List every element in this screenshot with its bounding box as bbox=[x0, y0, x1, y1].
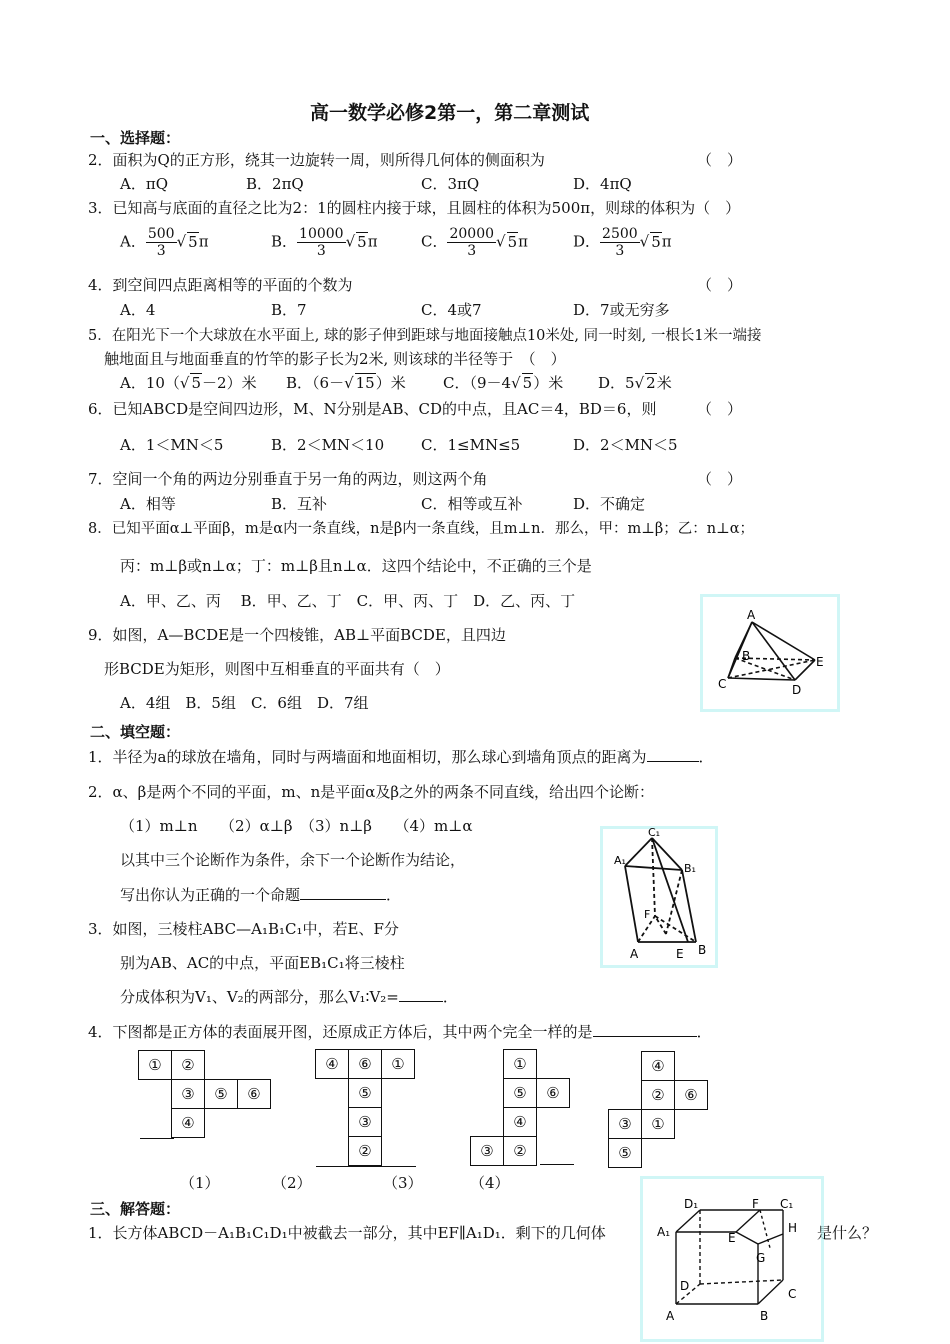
net-1-baseline bbox=[140, 1138, 174, 1139]
cube-net-3 bbox=[470, 1049, 570, 1166]
q6-option-c: C．1≤MN≤5 bbox=[421, 436, 521, 454]
net-cell: ③ bbox=[349, 1108, 382, 1137]
label-A: A bbox=[747, 608, 756, 622]
q6-option-b: B．2＜MN＜10 bbox=[271, 436, 385, 454]
net-cell: ② bbox=[642, 1081, 675, 1110]
q5-option-c: C．（9－4√ 5）米 bbox=[443, 374, 564, 392]
q3-option-a: A． $\frac{500}{3}$ √ 5π bbox=[120, 226, 209, 259]
prism-figure bbox=[600, 826, 720, 966]
label-B: B bbox=[698, 943, 707, 957]
question-3-stem: 3．已知高与底面的直径之比为2：1的圆柱内接于球，且圆柱的体积为500π，则球的体积为（ ） bbox=[88, 199, 741, 217]
net-cell: ① bbox=[382, 1050, 415, 1079]
q5-option-d: D．5√ 2米 bbox=[598, 374, 672, 392]
q3-option-b: B． $\frac{10000}{3}$ √ 5π bbox=[271, 226, 378, 259]
q2-option-d: D．4πQ bbox=[573, 175, 632, 193]
fill-2-line2: （1）m⊥n （2）α⊥β （3）n⊥β （4）m⊥α bbox=[120, 817, 473, 835]
label-D: D bbox=[792, 683, 802, 697]
net-cell: ⑤ bbox=[349, 1079, 382, 1108]
net-cell: ③ bbox=[172, 1080, 205, 1109]
question-7-stem: 7．空间一个角的两边分别垂直于另一角的两边，则这两个角 bbox=[88, 470, 488, 488]
section-heading-solve: 三、解答题： bbox=[90, 1200, 181, 1218]
q2-option-c: C．3πQ bbox=[421, 175, 480, 193]
net-cell: ⑥ bbox=[537, 1079, 570, 1108]
label-A1: A₁ bbox=[614, 854, 626, 867]
q7-option-b: B．互补 bbox=[271, 495, 328, 513]
pyramid-figure bbox=[700, 600, 840, 710]
label-D: D bbox=[680, 1279, 690, 1293]
question-8-line1: 8．已知平面α⊥平面β，m是α内一条直线，n是β内一条直线，且m⊥n．那么，甲：m⊥β；乙：n⊥α； bbox=[88, 521, 755, 537]
question-2-paren: （ ） bbox=[697, 151, 743, 169]
question-2-stem: 2．面积为Q的正方形，绕其一边旋转一周，则所得几何体的侧面积为 bbox=[88, 151, 545, 169]
question-5-line1: 5．在阳光下一个大球放在水平面上, 球的影子伸到距球与地面接触点10米处, 同一时刻, 一根长1米一端接 bbox=[88, 328, 762, 344]
fill-1: 1．半径为a的球放在墙角，同时与两墙面和地面相切，那么球心到墙角顶点的距离为 ． bbox=[88, 748, 714, 766]
cuboid-figure bbox=[648, 1196, 813, 1341]
net-cell: ⑤ bbox=[205, 1080, 238, 1109]
net-cell: ② bbox=[349, 1137, 382, 1166]
net-cell: ③ bbox=[609, 1110, 642, 1139]
fill-4: 4．下图都是正方体的表面展开图，还原成正方体后，其中两个完全一样的是 ． bbox=[88, 1023, 712, 1041]
net-caption-4: （4） bbox=[470, 1174, 510, 1192]
cube-net-1 bbox=[138, 1050, 271, 1138]
section-heading-fill: 二、填空题： bbox=[90, 723, 181, 741]
fill-2-line3: 以其中三个论断作为条件，余下一个论断作为结论， bbox=[120, 851, 466, 869]
q7-option-d: D．不确定 bbox=[573, 495, 646, 513]
question-8-line2: 丙：m⊥β或n⊥α；丁：m⊥β且n⊥α．这四个结论中，不正确的三个是 bbox=[120, 557, 592, 575]
net-caption-2: （2） bbox=[272, 1174, 312, 1192]
fill-2-line4: 写出你认为正确的一个命题 ． bbox=[120, 886, 402, 904]
fill-3-line3: 分成体积为V₁、V₂的两部分，那么V₁∶V₂= ． bbox=[120, 988, 458, 1006]
fill-2-line1: 2．α、β是两个不同的平面，m、n是平面α及β之外的两条不同直线，给出四个论断： bbox=[88, 783, 655, 801]
net-cell: ⑥ bbox=[349, 1050, 382, 1079]
solve-1-end: 是什么？ bbox=[817, 1224, 878, 1242]
label-E: E bbox=[816, 655, 824, 669]
net-cell: ② bbox=[172, 1051, 205, 1080]
label-H: H bbox=[788, 1221, 798, 1235]
solve-1-text: 1．长方体ABCD－A₁B₁C₁D₁中被截去一部分，其中EF∥A₁D₁．剩下的几何体 bbox=[88, 1224, 606, 1242]
label-D1: D₁ bbox=[684, 1197, 699, 1211]
label-B1: B₁ bbox=[684, 862, 696, 875]
net-cell: ⑤ bbox=[609, 1139, 642, 1168]
q6-option-d: D．2＜MN＜5 bbox=[573, 436, 678, 454]
net-cell: ① bbox=[504, 1050, 537, 1079]
q4-option-a: A．4 bbox=[120, 301, 156, 319]
q3-option-c: C． $\frac{20000}{3}$ √ 5π bbox=[421, 226, 528, 259]
label-A: A bbox=[630, 947, 639, 961]
net-cell: ⑥ bbox=[238, 1080, 271, 1109]
label-C: C bbox=[718, 677, 727, 691]
label-B: B bbox=[742, 649, 751, 663]
question-8-options: A．甲、乙、丙 B．甲、乙、丁 C．甲、丙、丁 D．乙、丙、丁 bbox=[120, 592, 576, 610]
net-cell: ④ bbox=[504, 1108, 537, 1137]
q2-option-b: B．2πQ bbox=[246, 175, 304, 193]
q5-option-b: B．（6－√ 15）米 bbox=[286, 374, 406, 392]
cube-net-4 bbox=[608, 1051, 708, 1168]
label-C1: C₁ bbox=[780, 1197, 794, 1211]
net-cell: ④ bbox=[642, 1052, 675, 1081]
label-A1: A₁ bbox=[657, 1225, 671, 1239]
question-9-line1: 9．如图，A—BCDE是一个四棱锥，AB⊥平面BCDE，且四边 bbox=[88, 626, 506, 644]
label-C1: C₁ bbox=[648, 826, 661, 839]
q4-option-d: D．7或无穷多 bbox=[573, 301, 670, 319]
net-2-baseline bbox=[316, 1166, 416, 1167]
q7-option-a: A．相等 bbox=[120, 495, 176, 513]
net-cell: ⑤ bbox=[504, 1079, 537, 1108]
section-heading-choice: 一、选择题： bbox=[90, 129, 181, 147]
net-cell: ④ bbox=[172, 1109, 205, 1138]
net-3-baseline bbox=[540, 1164, 574, 1165]
label-B: B bbox=[760, 1309, 769, 1323]
net-cell: ① bbox=[139, 1051, 172, 1080]
q4-option-c: C．4或7 bbox=[421, 301, 482, 319]
label-E: E bbox=[676, 947, 684, 961]
page-title: 高一数学必修2第一，第二章测试 bbox=[310, 102, 590, 124]
label-G: G bbox=[756, 1251, 766, 1265]
question-4-paren: （ ） bbox=[697, 276, 743, 294]
net-cell: ② bbox=[504, 1137, 537, 1166]
question-5-line2: 触地面且与地面垂直的竹竿的影子长为2米, 则该球的半径等于 （ ） bbox=[104, 350, 566, 368]
fill-3-line2: 别为AB、AC的中点，平面EB₁C₁将三棱柱 bbox=[120, 954, 405, 972]
label-F: F bbox=[644, 908, 651, 921]
net-cell: ④ bbox=[316, 1050, 349, 1079]
label-C: C bbox=[788, 1287, 797, 1301]
net-cell: ① bbox=[642, 1110, 675, 1139]
label-E: E bbox=[728, 1231, 736, 1245]
q5-option-a: A．10（√ 5－2）米 bbox=[120, 374, 257, 392]
question-9-options: A．4组 B．5组 C．6组 D．7组 bbox=[120, 694, 369, 712]
label-A: A bbox=[666, 1309, 675, 1323]
net-cell: ⑥ bbox=[675, 1081, 708, 1110]
label-F: F bbox=[752, 1197, 759, 1211]
q7-option-c: C．相等或互补 bbox=[421, 495, 523, 513]
q6-option-a: A．1＜MN＜5 bbox=[120, 436, 224, 454]
net-caption-1: （1） bbox=[180, 1174, 220, 1192]
q2-option-a: A．πQ bbox=[120, 175, 168, 193]
fill-3-line1: 3．如图，三棱柱ABC—A₁B₁C₁中，若E、F分 bbox=[88, 920, 399, 938]
net-caption-3: （3） bbox=[383, 1174, 423, 1192]
question-7-paren: （ ） bbox=[697, 470, 743, 488]
q4-option-b: B．7 bbox=[271, 301, 307, 319]
question-9-line2: 形BCDE为矩形，则图中互相垂直的平面共有（ ） bbox=[104, 660, 450, 678]
cube-net-2 bbox=[315, 1049, 415, 1166]
net-cell: ③ bbox=[471, 1137, 504, 1166]
question-6-stem: 6．已知ABCD是空间四边形，M、N分别是AB、CD的中点，且AC＝4，BD＝6，则 bbox=[88, 400, 657, 418]
q3-option-d: D． $\frac{2500}{3}$ √ 5π bbox=[573, 226, 672, 259]
question-4-stem: 4．到空间四点距离相等的平面的个数为 bbox=[88, 276, 353, 294]
question-6-paren: （ ） bbox=[697, 400, 743, 418]
